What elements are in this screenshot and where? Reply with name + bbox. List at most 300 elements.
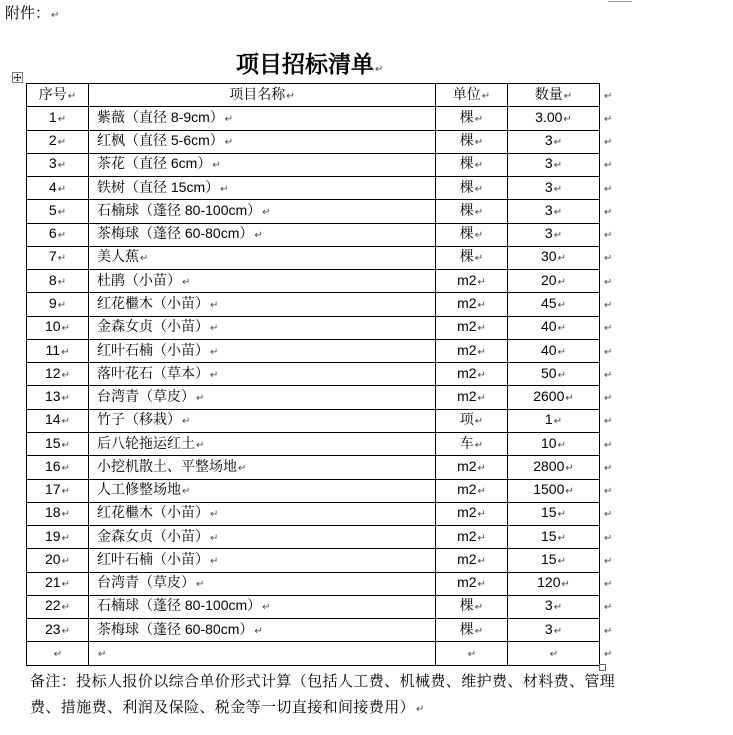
cell-unit[interactable] (436, 339, 508, 362)
cell-index[interactable] (27, 409, 89, 432)
cell-quantity[interactable] (508, 200, 600, 223)
paragraph-mark: ↵ (477, 532, 486, 544)
row-end-mark-cell (600, 84, 626, 107)
cell-index[interactable] (27, 526, 89, 549)
cell-quantity-text: 3 (544, 155, 553, 172)
cell-unit-text: 车 (459, 434, 474, 451)
table-row (27, 409, 626, 432)
paragraph-mark: ↵ (604, 253, 613, 265)
cell-unit[interactable] (436, 572, 508, 595)
paragraph-mark: ↵ (182, 486, 191, 498)
header-item-name[interactable] (89, 84, 436, 107)
paragraph-mark: ↵ (604, 183, 613, 195)
paragraph-mark: ↵ (477, 462, 486, 474)
paragraph-mark: ↵ (604, 486, 613, 498)
paragraph-mark: ↵ (61, 439, 70, 451)
table-row (27, 177, 626, 200)
cell-index-text: 20 (45, 550, 61, 567)
paragraph-mark: ↵ (196, 579, 205, 591)
table-row (27, 619, 626, 642)
cell-item-name[interactable] (89, 572, 436, 595)
cell-index-text: 23 (45, 620, 61, 637)
row-end-mark-cell (600, 177, 626, 200)
cell-index-text: 22 (45, 597, 61, 614)
paragraph-mark: ↵ (563, 113, 572, 125)
row-end-mark-cell (600, 107, 626, 130)
cell-unit[interactable] (436, 363, 508, 386)
page-corner-mark (608, 1, 632, 2)
table-row (27, 316, 626, 339)
cell-item-name-text: 石楠球（蓬径 80-100cm） (97, 201, 262, 218)
paragraph-mark: ↵ (604, 369, 613, 381)
cell-quantity[interactable] (508, 270, 600, 293)
cell-unit[interactable] (436, 386, 508, 409)
cell-item-name[interactable] (89, 107, 436, 130)
paragraph-mark: ↵ (477, 509, 486, 521)
cell-quantity-text: 50 (541, 364, 557, 381)
document-title-text: 项目招标清单 (236, 51, 374, 77)
cell-unit-text: 棵 (459, 248, 474, 265)
cell-quantity-text: 3 (544, 597, 553, 614)
cell-quantity-text: 2600 (533, 388, 565, 405)
cell-unit[interactable] (436, 316, 508, 339)
cell-index-text: 5 (48, 201, 57, 218)
cell-item-name-text: 茶梅球（蓬径 60-80cm） (97, 225, 254, 242)
cell-quantity-text: 40 (541, 341, 557, 358)
paragraph-mark: ↵ (553, 137, 563, 149)
row-end-mark-cell (600, 130, 626, 153)
cell-unit[interactable] (436, 177, 508, 200)
cell-quantity-text: 45 (541, 295, 557, 312)
cell-unit[interactable] (436, 200, 508, 223)
paragraph-mark: ↵ (61, 323, 70, 335)
cell-quantity[interactable] (508, 223, 600, 246)
cell-item-name[interactable] (89, 223, 436, 246)
paragraph-mark: ↵ (61, 532, 70, 544)
cell-quantity-text: 1 (544, 411, 553, 428)
cell-quantity[interactable] (508, 572, 600, 595)
cell-item-name[interactable] (89, 200, 436, 223)
paragraph-mark: ↵ (604, 625, 613, 637)
cell-item-name[interactable] (89, 619, 436, 642)
cell-index[interactable] (27, 619, 89, 642)
cell-item-name-text: 金森女贞（小苗） (97, 318, 209, 335)
cell-quantity-text: 3 (544, 201, 553, 218)
cell-item-name[interactable] (89, 339, 436, 362)
paragraph-mark: ↵ (553, 206, 563, 218)
paragraph-mark: ↵ (474, 416, 484, 428)
paragraph-mark: ↵ (196, 439, 205, 451)
cell-item-name-text: 红叶石楠（小苗） (97, 341, 209, 358)
cell-quantity-text: 3 (544, 620, 553, 637)
paragraph-mark: ↵ (57, 230, 67, 242)
paragraph-mark: ↵ (563, 90, 573, 102)
paragraph-mark: ↵ (196, 393, 205, 405)
header-index-text: 序号 (38, 85, 67, 102)
cell-index[interactable] (27, 107, 89, 130)
cell-unit[interactable] (436, 526, 508, 549)
cell-quantity[interactable] (508, 432, 600, 455)
paragraph-mark: ↵ (375, 64, 384, 75)
paragraph-mark: ↵ (549, 649, 559, 660)
cell-item-name[interactable] (89, 363, 436, 386)
paragraph-mark: ↵ (604, 300, 613, 312)
cell-index[interactable] (27, 479, 89, 502)
header-unit[interactable] (436, 84, 508, 107)
cell-unit-text: m2 (457, 504, 477, 521)
row-end-mark-cell (600, 526, 626, 549)
cell-quantity-text: 15 (541, 527, 557, 544)
paragraph-mark: ↵ (604, 346, 613, 358)
cell-index-text: 18 (45, 504, 61, 521)
paragraph-mark: ↵ (561, 579, 570, 591)
paragraph-mark: ↵ (604, 230, 613, 242)
table-row (27, 572, 626, 595)
cell-unit-text: 项 (459, 411, 474, 428)
table-header-row (27, 84, 626, 107)
cell-quantity-text: 1500 (533, 481, 565, 498)
paragraph-mark: ↵ (553, 625, 563, 637)
paragraph-mark: ↵ (57, 137, 67, 149)
cell-quantity[interactable] (508, 549, 600, 572)
paragraph-mark: ↵ (254, 625, 263, 637)
cell-quantity[interactable] (508, 316, 600, 339)
row-end-mark-cell (600, 502, 626, 525)
cell-index-text: 15 (45, 434, 61, 451)
cell-quantity[interactable] (508, 642, 600, 665)
paragraph-mark: ↵ (604, 113, 613, 125)
paragraph-mark: ↵ (553, 230, 563, 242)
paragraph-mark: ↵ (604, 649, 613, 660)
cell-quantity-text: 2800 (533, 457, 565, 474)
cell-unit[interactable] (436, 130, 508, 153)
paragraph-mark: ↵ (553, 183, 563, 195)
cell-unit[interactable] (436, 107, 508, 130)
cell-index[interactable] (27, 572, 89, 595)
paragraph-mark: ↵ (474, 113, 484, 125)
paragraph-mark: ↵ (604, 323, 613, 335)
cell-quantity[interactable] (508, 177, 600, 200)
remark-line-2-text: 费、措施费、利润及保险、税金等一切直接和间接费用） (30, 699, 416, 716)
cell-unit-text: 棵 (459, 620, 474, 637)
cell-unit[interactable] (436, 502, 508, 525)
cell-unit-text: m2 (457, 457, 477, 474)
row-end-mark-cell (600, 270, 626, 293)
cell-unit[interactable] (436, 595, 508, 618)
table-row (27, 386, 626, 409)
paragraph-mark: ↵ (286, 90, 295, 102)
cell-item-name[interactable] (89, 432, 436, 455)
paragraph-mark: ↵ (61, 555, 70, 567)
row-end-mark-cell (600, 619, 626, 642)
cell-item-name[interactable] (89, 409, 436, 432)
cell-index-text: 9 (48, 295, 57, 312)
cell-unit[interactable] (436, 270, 508, 293)
cell-unit-text: 棵 (459, 155, 474, 172)
paragraph-mark: ↵ (474, 137, 484, 149)
cell-item-name-text: 石楠球（蓬径 80-100cm） (97, 597, 262, 614)
cell-item-name-text: 红花檵木（小苗） (97, 504, 209, 521)
table-row (27, 153, 626, 176)
paragraph-mark: ↵ (474, 206, 484, 218)
cell-index[interactable] (27, 153, 89, 176)
cell-index[interactable] (27, 502, 89, 525)
cell-index-text: 21 (45, 574, 61, 591)
cell-index[interactable] (27, 595, 89, 618)
cell-unit[interactable] (436, 246, 508, 269)
paragraph-mark: ↵ (477, 276, 486, 288)
cell-unit[interactable] (436, 479, 508, 502)
cell-quantity[interactable] (508, 619, 600, 642)
cell-index[interactable] (27, 270, 89, 293)
paragraph-mark: ↵ (557, 532, 566, 544)
paragraph-mark: ↵ (416, 704, 425, 715)
cell-item-name[interactable] (89, 595, 436, 618)
cell-item-name[interactable] (89, 130, 436, 153)
cell-quantity[interactable] (508, 246, 600, 269)
paragraph-mark: ↵ (210, 369, 219, 381)
cell-quantity[interactable] (508, 456, 600, 479)
paragraph-mark: ↵ (210, 300, 219, 312)
cell-quantity-text: 3 (544, 132, 553, 149)
attachment-label (5, 4, 59, 26)
cell-index[interactable] (27, 432, 89, 455)
cell-quantity-text: 3 (544, 225, 553, 242)
cell-index[interactable] (27, 316, 89, 339)
row-end-mark-cell (600, 409, 626, 432)
table-row (27, 526, 626, 549)
cell-index-text: 19 (45, 527, 61, 544)
row-end-mark-cell (600, 432, 626, 455)
paragraph-mark: ↵ (474, 625, 484, 637)
paragraph-mark: ↵ (210, 532, 219, 544)
cell-index[interactable] (27, 363, 89, 386)
row-end-mark-cell (600, 153, 626, 176)
paragraph-mark: ↵ (61, 486, 70, 498)
paragraph-mark: ↵ (557, 300, 566, 312)
table-row (27, 107, 626, 130)
header-index[interactable] (27, 84, 89, 107)
cell-index[interactable] (27, 456, 89, 479)
cell-unit-text: m2 (457, 364, 477, 381)
row-end-mark-cell (600, 339, 626, 362)
paragraph-mark: ↵ (474, 230, 484, 242)
cell-quantity-text: 3.00 (535, 108, 563, 125)
cell-quantity[interactable] (508, 595, 600, 618)
cell-unit[interactable] (436, 409, 508, 432)
table-row (27, 223, 626, 246)
table-row (27, 502, 626, 525)
cell-item-name[interactable] (89, 177, 436, 200)
cell-item-name-text: 杜鹃（小苗） (97, 271, 181, 288)
cell-index[interactable] (27, 293, 89, 316)
cell-unit[interactable] (436, 642, 508, 665)
cell-item-name[interactable] (89, 642, 436, 665)
cell-quantity[interactable] (508, 409, 600, 432)
cell-quantity[interactable] (508, 479, 600, 502)
header-quantity-text: 数量 (534, 85, 563, 102)
paragraph-mark: ↵ (57, 253, 67, 265)
paragraph-mark: ↵ (182, 416, 191, 428)
table-row (27, 339, 626, 362)
table-body (27, 107, 626, 665)
row-end-mark-cell (600, 642, 626, 665)
cell-index[interactable] (27, 246, 89, 269)
cell-item-name-text: 红花檵木（小苗） (97, 295, 209, 312)
cell-unit[interactable] (436, 153, 508, 176)
paragraph-mark: ↵ (140, 253, 149, 265)
paragraph-mark: ↵ (61, 509, 70, 521)
cell-item-name-text: 台湾青（草皮） (97, 388, 195, 405)
row-end-mark-cell (600, 386, 626, 409)
cell-unit[interactable] (436, 456, 508, 479)
cell-item-name[interactable] (89, 316, 436, 339)
cell-item-name[interactable] (89, 153, 436, 176)
cell-item-name[interactable] (89, 456, 436, 479)
paragraph-mark: ↵ (604, 602, 613, 614)
row-end-mark-cell (600, 316, 626, 339)
cell-item-name-text: 小挖机散土、平整场地 (97, 457, 237, 474)
cell-quantity[interactable] (508, 386, 600, 409)
paragraph-mark: ↵ (474, 183, 484, 195)
cell-item-name-text: 台湾青（草皮） (97, 574, 195, 591)
paragraph-mark: ↵ (61, 346, 70, 358)
cell-unit-text: 棵 (459, 597, 474, 614)
paragraph-mark: ↵ (262, 602, 271, 614)
paragraph-mark: ↵ (557, 509, 566, 521)
paragraph-mark: ↵ (57, 183, 67, 195)
paragraph-mark: ↵ (604, 160, 613, 172)
cell-index[interactable] (27, 339, 89, 362)
cell-item-name-text: 人工修整场地 (97, 481, 181, 498)
paragraph-mark: ↵ (57, 160, 67, 172)
paragraph-mark: ↵ (477, 486, 486, 498)
table-row (27, 456, 626, 479)
paragraph-mark: ↵ (604, 276, 613, 288)
cell-quantity[interactable] (508, 153, 600, 176)
table-row (27, 363, 626, 386)
cell-item-name[interactable] (89, 549, 436, 572)
cell-item-name-text: 落叶花石（草本） (97, 364, 209, 381)
paragraph-mark: ↵ (565, 462, 574, 474)
paragraph-mark: ↵ (57, 300, 67, 312)
cell-quantity[interactable] (508, 339, 600, 362)
cell-quantity[interactable] (508, 502, 600, 525)
paragraph-mark: ↵ (61, 602, 70, 614)
cell-index[interactable] (27, 642, 89, 665)
cell-quantity-text: 20 (541, 271, 557, 288)
cell-unit-text: m2 (457, 388, 477, 405)
cell-item-name[interactable] (89, 479, 436, 502)
cell-unit[interactable] (436, 223, 508, 246)
cell-unit[interactable] (436, 619, 508, 642)
cell-item-name-text: 紫薇（直径 8-9cm） (97, 108, 224, 125)
cell-unit[interactable] (436, 432, 508, 455)
cell-unit[interactable] (436, 293, 508, 316)
cell-unit-text: 棵 (459, 201, 474, 218)
paragraph-mark: ↵ (604, 137, 613, 149)
cell-unit-text: m2 (457, 574, 477, 591)
document-title (236, 50, 383, 84)
paragraph-mark: ↵ (61, 462, 70, 474)
cell-index-text: 10 (45, 318, 61, 335)
table-row (27, 293, 626, 316)
paragraph-mark: ↵ (557, 439, 566, 451)
cell-item-name[interactable] (89, 526, 436, 549)
paragraph-mark: ↵ (553, 160, 563, 172)
paragraph-mark: ↵ (604, 90, 613, 102)
paragraph-mark: ↵ (467, 649, 477, 660)
paragraph-mark: ↵ (224, 113, 234, 125)
cell-index-text: 8 (48, 271, 57, 288)
cell-index[interactable] (27, 177, 89, 200)
cell-index-text: 6 (48, 225, 57, 242)
row-end-mark-cell (600, 479, 626, 502)
cell-unit[interactable] (436, 549, 508, 572)
paragraph-mark: ↵ (557, 555, 566, 567)
paragraph-mark: ↵ (210, 509, 219, 521)
table-row (27, 200, 626, 223)
cell-index[interactable] (27, 223, 89, 246)
cell-index-text: 16 (45, 457, 61, 474)
cell-quantity[interactable] (508, 363, 600, 386)
table-move-handle-icon[interactable] (12, 72, 23, 83)
cell-quantity[interactable] (508, 293, 600, 316)
cell-unit-text: m2 (457, 481, 477, 498)
header-item-name-text: 项目名称 (229, 85, 286, 102)
paragraph-mark: ↵ (67, 90, 77, 102)
paragraph-mark: ↵ (557, 369, 566, 381)
cell-unit-text: 棵 (459, 132, 474, 149)
paragraph-mark: ↵ (553, 416, 563, 428)
attachment-label-text: 附件： (5, 5, 51, 22)
cell-quantity-text: 15 (541, 550, 557, 567)
cell-item-name[interactable] (89, 386, 436, 409)
table-row (27, 595, 626, 618)
cell-item-name[interactable] (89, 502, 436, 525)
paragraph-mark: ↵ (254, 230, 263, 242)
cell-item-name[interactable] (89, 293, 436, 316)
paragraph-mark: ↵ (477, 323, 486, 335)
cell-unit-text: m2 (457, 341, 477, 358)
cell-index[interactable] (27, 200, 89, 223)
cell-item-name[interactable] (89, 270, 436, 293)
paragraph-mark: ↵ (57, 113, 67, 125)
paragraph-mark: ↵ (604, 393, 613, 405)
cell-index-text: 13 (45, 388, 61, 405)
header-quantity[interactable] (508, 84, 600, 107)
row-end-mark-cell (600, 223, 626, 246)
paragraph-mark: ↵ (51, 10, 60, 21)
paragraph-mark: ↵ (604, 416, 613, 428)
cell-index[interactable] (27, 130, 89, 153)
cell-quantity[interactable] (508, 130, 600, 153)
row-end-mark-cell (600, 456, 626, 479)
paragraph-mark: ↵ (262, 206, 271, 218)
cell-unit-text: 棵 (459, 108, 474, 125)
paragraph-mark: ↵ (604, 509, 613, 521)
paragraph-mark: ↵ (565, 393, 574, 405)
cell-index-text: 14 (45, 411, 61, 428)
cell-item-name-text: 竹子（移栽） (97, 411, 181, 428)
cell-index[interactable] (27, 549, 89, 572)
cell-quantity[interactable] (508, 526, 600, 549)
cell-index[interactable] (27, 386, 89, 409)
paragraph-mark: ↵ (477, 555, 486, 567)
cell-quantity[interactable] (508, 107, 600, 130)
cell-item-name[interactable] (89, 246, 436, 269)
cell-quantity-text: 120 (537, 574, 561, 591)
